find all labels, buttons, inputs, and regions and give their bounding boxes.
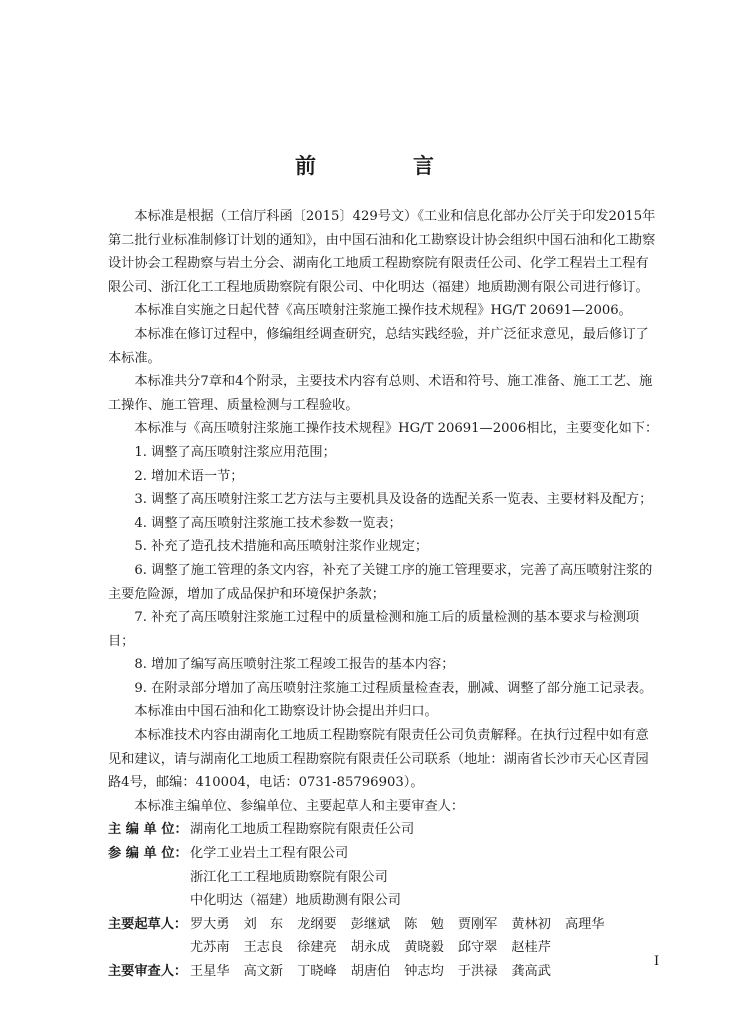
editor-label: 主 编 单 位： <box>108 822 188 838</box>
drafters-label: 主要起草人： <box>108 916 188 932</box>
paragraph: 本标准由中国石油和化工勘察设计协会提出并归口。 <box>134 704 438 720</box>
drafter-name: 黄林初 <box>511 916 551 932</box>
participant-unit: 中化明达（福建）地质勘测有限公司 <box>190 893 401 909</box>
drafter-name: 胡永成 <box>350 940 391 956</box>
drafter-name: 徐建亮 <box>297 940 337 956</box>
drafter-name: 彭继斌 <box>350 916 391 932</box>
drafters-row <box>108 936 661 960</box>
drafter-name: 邱守翠 <box>457 940 498 956</box>
participant-row <box>108 889 661 913</box>
participant-unit: 浙江化工工程地质勘察院有限公司 <box>190 869 388 885</box>
participant-row <box>108 842 661 866</box>
change-item: 7. 补充了高压喷射注浆施工过程中的质量检测和施工后的质量检测的基本要求与检测项目； <box>108 610 640 649</box>
participant-row <box>108 866 661 890</box>
drafter-name: 高理华 <box>564 916 605 932</box>
participant-label: 参 编 单 位： <box>108 846 188 862</box>
paragraph: 本标准共分7章和4个附录，主要技术内容有总则、术语和符号、施工准备、施工工艺、施工操作、施工管理、质量检测与工程验收。 <box>108 374 653 413</box>
change-item: 2. 增加术语一节； <box>134 468 244 484</box>
drafter-name: 赵桂芹 <box>511 940 551 956</box>
paragraph: 本标准技术内容由湖南化工地质工程勘察院有限责任公司负责解释。在执行过程中如有意见和建议，请与湖南化工地质工程勘察院有限责任公司联系（地址：湖南省长沙市天心区青园路4号，邮编：410004，电话：0731-85796903）。 <box>108 728 649 791</box>
reviewer-name: 龚高武 <box>511 964 551 979</box>
participant-unit: 化学工业岩土工程有限公司 <box>190 846 349 862</box>
paragraph: 本标准在修订过程中，修编组经调查研究，总结实践经验，并广泛征求意见，最后修订了本标准。 <box>108 326 649 366</box>
reviewers-row <box>108 960 661 984</box>
reviewer-name: 王星华 <box>190 964 230 979</box>
paragraph: 本标准是根据（工信厅科函〔2015〕429号文）《工业和信息化部办公厅关于印发2015年第二批行业标准制修订计划的通知》，由中国石油和化工勘察设计协会组织中国石油和化工勘察设计协会工程勘察与岩土分会、湖南化工地质工程勘察院有限责任公司、化学工程岩土工程有限公司、浙江化工工程地质勘察院有限公司、中化明达（福建）地质勘测有限公司进行修订。 <box>108 209 656 295</box>
change-item: 6. 调整了施工管理的条文内容，补充了关键工序的施工管理要求，完善了高压喷射注浆的主要危险源，增加了成品保护和环境保护条款； <box>108 562 653 602</box>
drafter-name: 龙纲要 <box>297 916 337 932</box>
drafter-name: 罗大勇 <box>190 916 230 932</box>
reviewer-name: 丁晓峰 <box>297 964 337 979</box>
page-number: I <box>654 954 660 969</box>
paragraph: 本标准自实施之日起代替《高压喷射注浆施工操作技术规程》HG/T 20691—2006。 <box>134 303 632 319</box>
page-title: 前 言 <box>295 154 472 178</box>
editor-row <box>108 818 661 842</box>
preface-body <box>108 205 661 984</box>
drafter-name: 贾刚军 <box>457 916 498 932</box>
reviewer-name: 于洪禄 <box>457 964 498 979</box>
drafter-name: 陈 勉 <box>404 916 444 932</box>
editor-unit: 湖南化工地质工程勘察院有限责任公司 <box>190 822 415 838</box>
change-item: 3. 调整了高压喷射注浆工艺方法与主要机具及设备的选配关系一览表、主要材料及配方； <box>134 492 653 508</box>
paragraph: 本标准主编单位、参编单位、主要起草人和主要审查人： <box>134 798 465 814</box>
reviewers-label: 主要审查人： <box>108 964 188 979</box>
reviewer-name: 高文新 <box>243 964 284 979</box>
change-item: 1. 调整了高压喷射注浆应用范围； <box>134 444 336 460</box>
drafter-name: 王志良 <box>243 940 284 956</box>
paragraph: 本标准与《高压喷射注浆施工操作技术规程》HG/T 20691—2006相比，主要变化如下： <box>134 421 659 437</box>
reviewer-name: 钟志均 <box>404 964 444 979</box>
drafter-name: 黄晓毅 <box>404 940 444 956</box>
change-item: 9. 在附录部分增加了高压喷射注浆施工过程质量检查表，删减、调整了部分施工记录表。 <box>134 680 653 696</box>
reviewer-name: 胡唐伯 <box>350 964 391 979</box>
change-item: 4. 调整了高压喷射注浆施工技术参数一览表； <box>134 515 402 531</box>
drafters-row <box>108 913 661 937</box>
change-item: 5. 补充了造孔技术措施和高压喷射注浆作业规定； <box>134 539 429 555</box>
drafter-name: 刘 东 <box>243 916 284 932</box>
drafter-name: 尤苏南 <box>190 940 230 956</box>
change-item: 8. 增加了编写高压喷射注浆工程竣工报告的基本内容； <box>134 657 455 673</box>
